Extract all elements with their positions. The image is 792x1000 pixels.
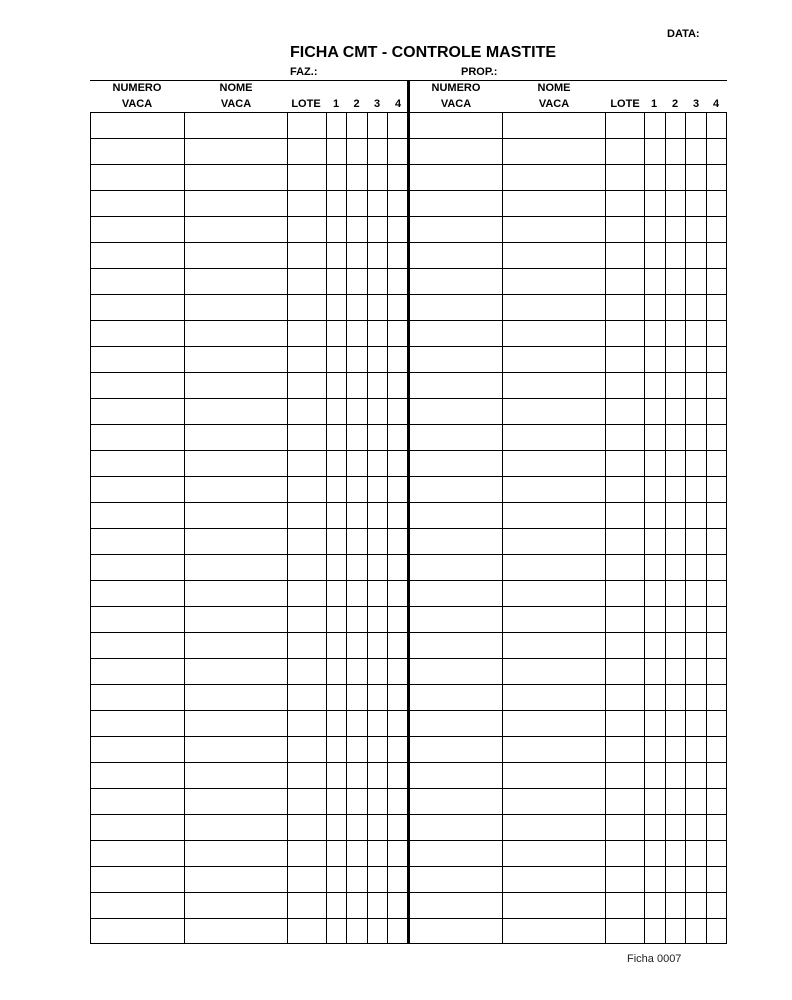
faz-label: FAZ.: [290,66,318,78]
grid-col-line [326,112,327,944]
grid-col-line [346,112,347,944]
center-divider [407,112,410,944]
grid-col-line [287,112,288,944]
grid-col-line [605,112,606,944]
entry-grid [90,112,727,944]
nome-line1: NOME [219,82,253,94]
form-title: FICHA CMT - CONTROLE MASTITE [290,44,557,61]
grid-col-line [367,112,368,944]
nome-line2: VACA [220,98,252,110]
grid-col-line [644,112,645,944]
grid-col-line [502,112,503,944]
form-code: Ficha 0007 [627,953,682,965]
col-header-quarter2-left: 2 [353,98,360,110]
col-header-quarter2-right: 2 [671,98,679,110]
col-header-numero-vaca-right [409,82,503,110]
nome-line1: NOME [537,82,571,94]
col-header-lote-right: LOTE [610,98,640,110]
numero-line2: VACA [440,98,472,110]
col-header-quarter4-left: 4 [394,98,402,110]
grid-col-line [90,112,91,944]
col-header-quarter3-left: 3 [373,98,381,110]
col-header-quarter4-right: 4 [712,98,720,110]
col-header-lote-left: LOTE [291,98,321,110]
col-header-quarter1-left: 1 [332,98,340,110]
nome-line2: VACA [538,98,570,110]
numero-line1: NUMERO [112,82,162,94]
data-label: DATA: [667,28,700,40]
col-header-nome-vaca-left [184,82,288,110]
grid-col-line [685,112,686,944]
grid-col-line [387,112,388,944]
numero-line2: VACA [121,98,153,110]
grid-col-line [184,112,185,944]
col-header-numero-vaca-left [90,82,184,110]
prop-label: PROP.: [461,66,498,78]
grid-col-line [726,112,727,944]
col-header-quarter1-right: 1 [650,98,658,110]
grid-col-line [706,112,707,944]
numero-line1: NUMERO [431,82,481,94]
grid-col-line [665,112,666,944]
col-header-quarter3-right: 3 [692,98,700,110]
col-header-nome-vaca-right [502,82,606,110]
